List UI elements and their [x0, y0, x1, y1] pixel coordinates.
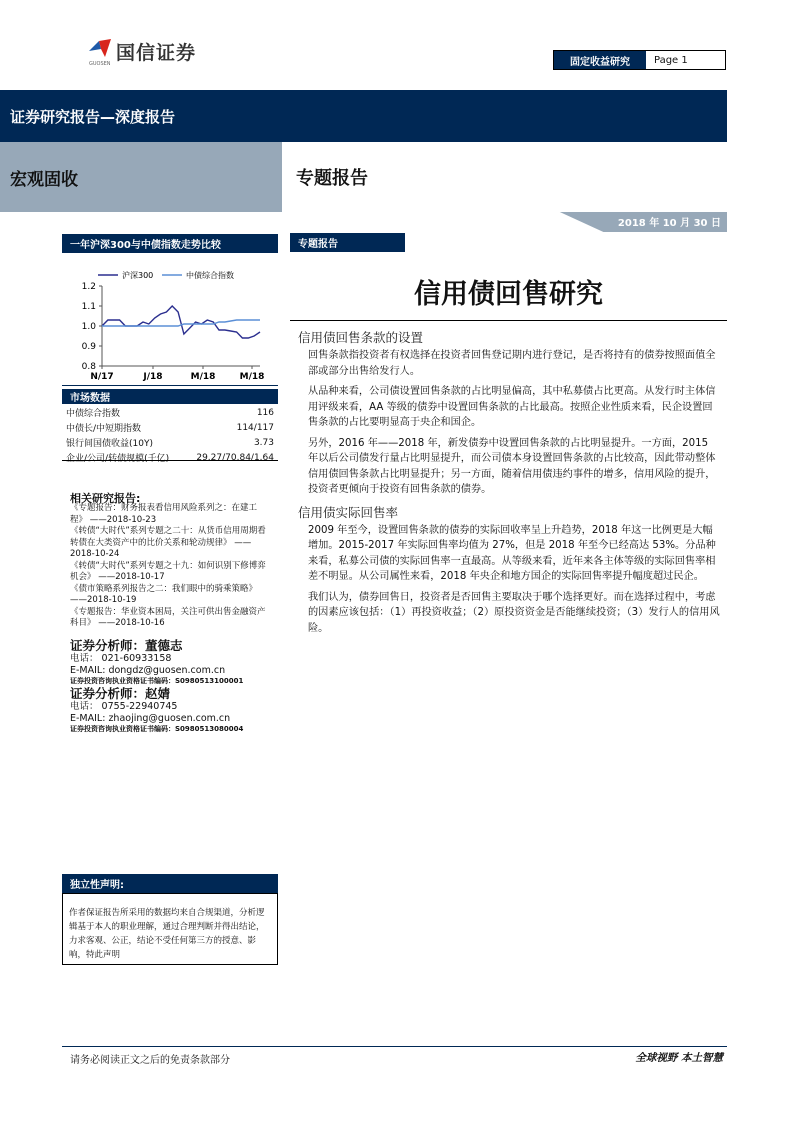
analyst-name: 证券分析师：赵婧: [70, 686, 171, 701]
chart-title: 一年沪深300与中债指数走势比较: [62, 234, 278, 253]
category: 宏观固收: [0, 142, 282, 212]
legend-label: 沪深300: [122, 271, 154, 280]
market-row: [66, 435, 274, 450]
market-title: 市场数据: [62, 389, 278, 404]
analyst-email[interactable]: E-MAIL: zhaojing@guosen.com.cn: [70, 712, 231, 724]
related-report-link[interactable]: 《债市策略系列报告之二：我们眼中的骑乘策略》 ——2018-10-19: [70, 583, 258, 605]
analyst-cert: 证券投资咨询执业资格证书编码：S0980513100001: [70, 677, 244, 685]
statement-title: 独立性声明:: [62, 874, 278, 893]
legend-label: 中债综合指数: [186, 271, 234, 280]
report-banner: 证券研究报告—深度报告: [0, 90, 727, 142]
x-tick-label: J/18: [143, 372, 163, 382]
market-value: 116: [256, 407, 274, 418]
y-tick-label: 0.9: [81, 342, 96, 352]
related-reports: [70, 503, 272, 630]
x-tick-label: N/17: [90, 372, 114, 382]
page-title: 信用债回售研究: [414, 279, 603, 310]
x-tick-label: M/18: [239, 372, 265, 382]
related-report-link[interactable]: 《专题报告：华业资本困局，关注可供出售金融资产科目》 ——2018-10-16: [70, 606, 266, 628]
statement-text: 作者保证报告所采用的数据均来自合规渠道，分析逻辑基于本人的职业理解，通过合理判断并得出结论，力求客观、公正，结论不受任何第三方的授意、影响，特此声明: [62, 893, 278, 965]
page-indicator: [553, 50, 726, 70]
footer-disclaimer: 请务必阅读正文之后的免责条款部分: [70, 1055, 230, 1066]
market-table: [66, 405, 274, 465]
analyst-phone: 电话： 0755-22940745: [70, 701, 178, 712]
paragraph: 我们认为，债券回售日，投资者是否回售主要取决于哪个选择更好。而在选择过程中，考虑的因素应该包括：（1）再投资收益；（2）原投资资金是否能继续投资；（3）发行人的信用风险。: [308, 591, 720, 634]
paragraph: 另外，2016 年——2018 年，新发债券中设置回售条款的占比明显提升。一方面，2015 年以后公司债发行量占比明显提升，而公司债本身设置回售条款的占比较高，因此带动整体信用债回售条款占比明显提升；另一方面，随着信用债违约事件的增多，信用风险的提升，投资者更倾向于投资有回售条款的债券。: [308, 437, 716, 495]
section-tag: 固定收益研究: [554, 51, 646, 69]
market-value: 29.27/70.84/1.64: [196, 452, 274, 463]
market-label: 中债综合指数: [66, 409, 121, 419]
report-type: 专题报告: [296, 168, 368, 189]
market-label: 银行间国债收益(10Y): [66, 439, 153, 449]
paragraph: 从品种来看，公司债设置回售条款的占比明显偏高，其中私募债占比更高。从发行时主体信用评级来看，AA 等级的债券中设置回售条款的占比最高。按照企业性质来看，民企设置回售条款的占比要明显高于央企和国企。: [308, 386, 716, 428]
market-row: [66, 420, 274, 435]
related-report-link[interactable]: 《转债“大时代”系列专题之十九：如何识别下修博弈机会》 ——2018-10-17: [70, 560, 266, 582]
y-tick-label: 1.2: [81, 282, 96, 292]
logo-text: 国信证券: [116, 42, 197, 64]
analyst-phone: 电话： 021-60933158: [70, 653, 172, 664]
y-tick-label: 0.8: [81, 362, 96, 372]
market-label: 中债长/中短期指数: [66, 424, 142, 434]
paragraph: 2009 年至今，设置回售条款的债券的实际回收率呈上升趋势，2018 年这一比例更是大幅增加。2015-2017 年实际回售率均值为 27%，但是 2018 年至今已经高达 53%。分品种来看，私募公司债的实际回售率一直最高。从等级来看，近年来各主体等级的实际回售率相差不明显。从公司属性来看，2018 年央企和地方国企的实际回售率提升幅度超过民企。: [308, 524, 716, 582]
section-heading: 信用债回售条款的设置: [298, 330, 424, 345]
report-date: 2018 年 10 月 30 日: [617, 218, 721, 229]
market-row: [66, 450, 274, 465]
page-number: Page 1: [654, 54, 688, 66]
analyst-name: 证券分析师：董德志: [70, 638, 183, 653]
y-tick-label: 1.0: [81, 322, 96, 332]
y-tick-label: 1.1: [81, 302, 96, 312]
index-chart: [62, 258, 278, 386]
logo-subtext: GUOSEN: [89, 61, 111, 67]
main-body: [298, 326, 720, 641]
analysts: [70, 638, 280, 734]
market-label: 企业/公司/转债规模(千亿): [66, 454, 170, 464]
series-line-0: [102, 306, 260, 338]
market-row: [66, 405, 274, 420]
related-report-link[interactable]: 《转债“大时代”系列专题之二十：从货币信用周期看转债在大类资产中的比价关系和轮动规律》 ——2018-10-24: [70, 526, 266, 559]
footer-slogan: 全球视野 本土智慧: [635, 1052, 723, 1064]
related-title: 相关研究报告:: [70, 492, 141, 505]
analyst-cert: 证券投资咨询执业资格证书编码：S0980513080004: [70, 725, 244, 733]
analyst-email[interactable]: E-MAIL: dongdz@guosen.com.cn: [70, 664, 226, 676]
related-report-link[interactable]: 《专题报告：财务报表看信用风险系列之：在建工程》 ——2018-10-23: [70, 503, 258, 525]
x-tick-label: M/18: [190, 372, 216, 382]
paragraph: 回售条款指投资者有权选择在投资者回售登记期内进行登记，是否将持有的债券按照面值全部或部分出售给发行人。: [308, 350, 716, 377]
market-value: 3.73: [253, 437, 274, 448]
main-tag: 专题报告: [290, 233, 405, 252]
section-heading: 信用债实际回售率: [298, 504, 399, 520]
logo-icon: [89, 39, 111, 59]
market-value: 114/117: [236, 422, 274, 433]
